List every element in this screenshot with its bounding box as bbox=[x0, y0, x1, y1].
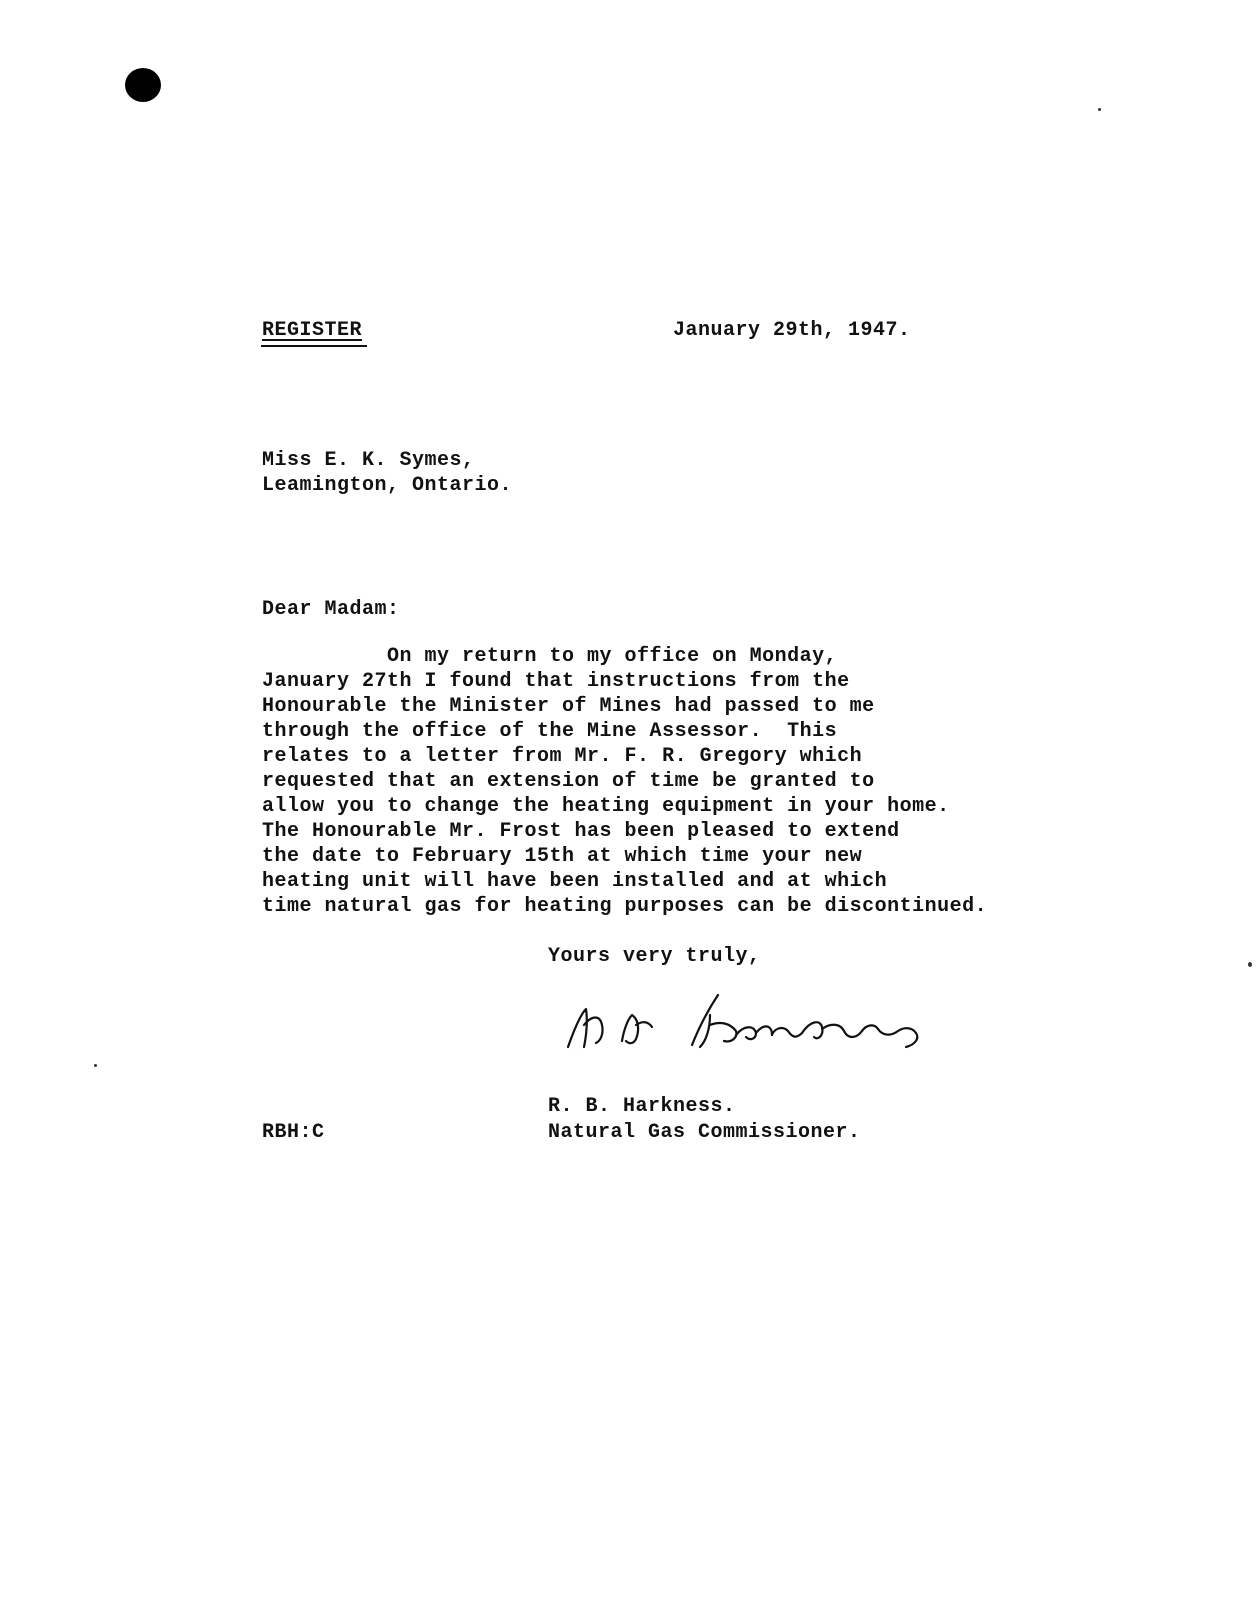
body-line: through the office of the Mine Assessor. This bbox=[262, 720, 838, 743]
body-line: January 27th I found that instructions from the bbox=[262, 670, 850, 693]
body-line: time natural gas for heating purposes can be discontinued. bbox=[262, 895, 988, 918]
body-line: heating unit will have been installed and at which bbox=[262, 870, 888, 893]
recipient-address: Leamington, Ontario. bbox=[262, 474, 513, 497]
reference-initials: RBH:C bbox=[262, 1121, 325, 1144]
letter-date: January 29th, 1947. bbox=[673, 319, 911, 342]
scan-speck bbox=[1248, 962, 1252, 967]
register-heading: REGISTER bbox=[262, 319, 363, 342]
letter-body bbox=[262, 644, 987, 919]
punch-hole-mark bbox=[125, 68, 161, 102]
salutation: Dear Madam: bbox=[262, 598, 400, 621]
register-underline-rule bbox=[261, 345, 367, 347]
recipient-name: Miss E. K. Symes, bbox=[262, 449, 475, 472]
body-line: relates to a letter from Mr. F. R. Gregory which bbox=[262, 745, 863, 768]
body-line: allow you to change the heating equipment in your home. bbox=[262, 795, 950, 818]
body-line: the date to February 15th at which time your new bbox=[262, 845, 863, 868]
signer-name: R. B. Harkness. bbox=[548, 1095, 736, 1118]
closing: Yours very truly, bbox=[548, 945, 761, 968]
body-line: On my return to my office on Monday, bbox=[262, 645, 838, 668]
body-line: Honourable the Minister of Mines had passed to me bbox=[262, 695, 875, 718]
body-line: requested that an extension of time be granted to bbox=[262, 770, 875, 793]
handwritten-signature bbox=[560, 985, 980, 1075]
scan-speck bbox=[1098, 108, 1101, 111]
body-line: The Honourable Mr. Frost has been pleased to extend bbox=[262, 820, 900, 843]
scan-speck bbox=[94, 1064, 97, 1067]
signer-title: Natural Gas Commissioner. bbox=[548, 1121, 861, 1144]
